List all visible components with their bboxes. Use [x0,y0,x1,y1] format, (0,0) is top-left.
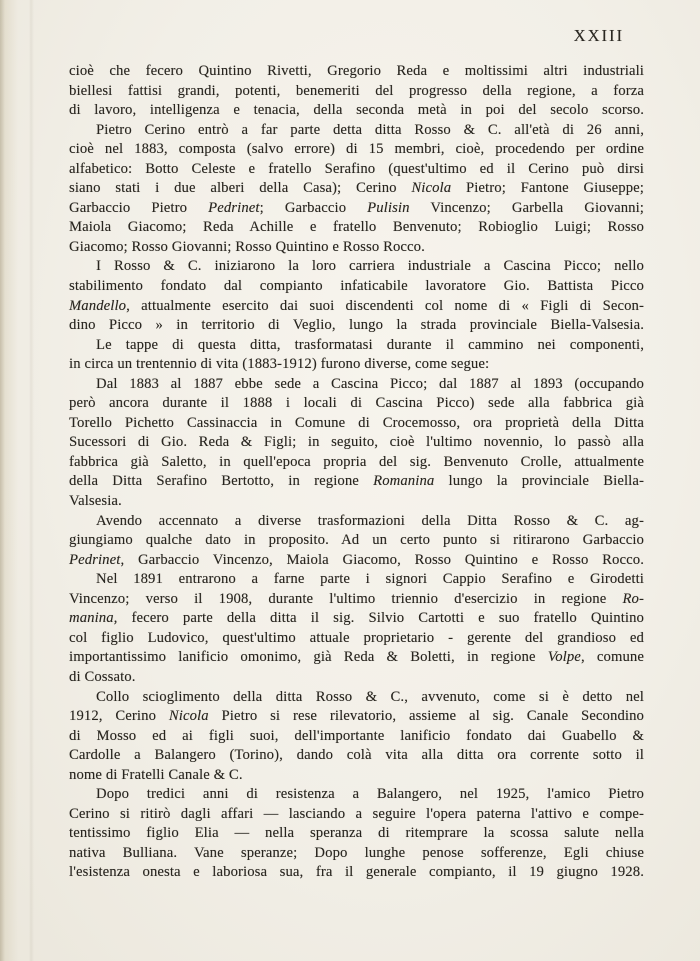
text-segment: Pietro Cerino entrò a far parte detta ditta Rosso & C. all'età di 26 anni, [96,121,644,138]
text-segment: di lavoro, intelligenza e tenacia, della seconda metà in poi del secolo scorso. [69,102,644,119]
text-line [69,394,644,414]
italic-text-segment: manina, [69,610,118,627]
text-segment: Cerino si ritirò dagli affari — lasciando a seguire l'opera paterna l'attivo e compe- [69,805,644,822]
text-segment: siano stati i due alberi della Casa); Cerino [69,180,412,197]
text-segment: biellesi fattisi grandi, potenti, benemeriti del progresso della regione, a forza [69,82,644,99]
text-line [69,805,644,825]
text-line [69,179,644,199]
text-segment: lungo la provinciale Biella- [434,473,644,490]
text-line [69,727,644,747]
italic-text-segment: Mandello [69,297,127,314]
text-line [69,512,644,532]
text-line [69,257,644,277]
text-line [69,551,644,571]
text-segment: importantissimo lanificio omonimo, già Reda & Boletti, in regione [69,649,548,666]
text-segment: Giacomo; Rosso Giovanni; Rosso Quintino e Rosso Rocco. [69,238,425,255]
text-segment: , Garbaccio Vincenzo, Maiola Giacomo, Rosso Quintino e Rosso Rocco. [120,551,644,568]
text-line [69,472,644,492]
text-line [69,746,644,766]
text-segment: fecero parte della ditta il sig. Silvio Cartotti e suo fratello Quintino [117,610,644,627]
text-segment: alfabetico: Botto Celeste e fratello Serafino (quest'ultimo ed il Cerino può dirsi [69,160,644,177]
text-segment: Sucessori di Gio. Reda & Figli; in seguito, cioè l'ultimo novennio, lo passò alla [69,434,644,451]
text-segment: Cardolle a Balangero (Torino), dando colà vita alla ditta ora corrente sotto il [69,747,644,764]
text-segment: stabilimento fondato dal compianto infaticabile lavoratore Gio. Battista Picco [69,278,644,295]
text-segment: tentissimo figlio Elia — nella speranza di ritemprare la scossa salute nella [69,825,644,842]
text-line [69,492,644,512]
text-line [69,785,644,805]
text-segment: Avendo accennato a diverse trasformazioni della Ditta Rosso & C. ag- [96,512,644,529]
paragraph [69,785,644,883]
italic-text-segment: Romanina [373,473,435,490]
text-segment: I Rosso & C. iniziarono la loro carriera industriale a Cascina Picco; nello [96,258,644,275]
italic-text-segment: Pedrinet [208,199,260,216]
italic-text-segment: Ro- [622,590,644,607]
text-segment: cioè che fecero Quintino Rivetti, Gregorio Reda e moltissimi altri industriali [69,63,644,79]
text-segment: Pietro; Fantone Giuseppe; [451,180,644,197]
text-segment: ; Garbaccio [259,199,368,216]
italic-text-segment: Pedrinet [69,551,121,568]
text-segment: nativa Bulliana. Vane speranze; Dopo lunghe penose sofferenze, Egli chiuse [69,844,644,861]
text-segment: 1912, Cerino [69,708,169,725]
text-line [69,668,644,688]
text-block [69,62,644,883]
text-line [69,199,644,219]
text-segment: Garbaccio Pietro [69,199,209,216]
text-segment: fabbrica già Saletto, in quell'epoca propria del sig. Benvenuto Crolle, attualmente [69,453,644,470]
italic-text-segment: Pulisin [367,199,410,216]
text-line [69,355,644,375]
text-segment: cioè nel 1883, composta (salvo errore) di 15 membri, cioè, procedendo per ordine [69,141,644,158]
text-segment: , comune [580,649,644,666]
text-segment: col figlio Ludovico, quest'ultimo attuale proprietario - gerente del grandioso ed [69,629,644,646]
text-segment: Vincenzo; verso il 1908, durante l'ultimo triennio d'esercizio in regione [69,590,623,607]
text-line [69,375,644,395]
text-segment: Collo scioglimento della ditta Rosso & C., avvenuto, come si è detto nel [96,688,644,705]
text-line [69,160,644,180]
text-segment: Dopo tredici anni di resistenza a Balangero, nel 1925, l'amico Pietro [96,786,644,803]
text-segment: l'esistenza onesta e laboriosa sua, fra il generale compianto, il 19 giugno 1928. [69,864,644,881]
paragraph [69,121,644,258]
text-line [69,336,644,356]
text-segment: giungiamo qualche dato in proposito. Ad un certo punto si ritirarono Garbaccio [69,532,644,549]
text-line [69,238,644,258]
text-line [69,766,644,786]
text-segment: Dal 1883 al 1887 ebbe sede a Cascina Picco; dal 1887 al 1893 (occupando [96,375,644,392]
paragraph [69,257,644,335]
text-segment: della Ditta Serafino Bertotto, in regione [69,473,374,490]
text-line [69,140,644,160]
text-line [69,82,644,102]
text-line [69,433,644,453]
text-line [69,629,644,649]
text-segment: però ancora durante il 1888 i locali di Cascina Picco) sede alla fabbrica già [69,395,644,412]
paragraph [69,375,644,512]
paragraph [69,62,644,121]
text-segment: Pietro si rese rilevatorio, assieme al sig. Canale Secondino [208,708,644,725]
text-line [69,121,644,141]
text-line [69,316,644,336]
text-segment: Maiola Giacomo; Reda Achille e fratello Benvenuto; Robioglio Luigi; Rosso [69,219,644,236]
text-line [69,101,644,121]
text-line [69,590,644,610]
text-line [69,414,644,434]
text-line [69,218,644,238]
italic-text-segment: Volpe [547,649,581,666]
text-line [69,863,644,883]
text-line [69,531,644,551]
text-segment: Le tappe di questa ditta, trasformatasi durante il cammino nei componenti, [96,336,644,353]
text-line [69,453,644,473]
text-segment: Nel 1891 entrarono a farne parte i signori Cappio Serafino e Girodetti [96,571,644,588]
text-line [69,609,644,629]
text-segment: Torello Pichetto Cassinaccia in Comune di Crocemosso, ora proprietà della Ditta [69,414,644,431]
text-segment: Valsesia. [69,493,122,510]
page-number: XXIII [573,26,624,45]
text-line [69,62,644,82]
text-line [69,824,644,844]
text-segment: di Cossato. [69,668,136,685]
paragraph [69,336,644,375]
text-line [69,570,644,590]
text-segment: , attualmente esercito dai suoi discendenti col nome di « Figli di Secon- [126,297,644,314]
text-line [69,277,644,297]
text-line [69,648,644,668]
text-line [69,707,644,727]
text-segment: nome di Fratelli Canale & C. [69,766,243,783]
text-segment: di Mosso ed ai figli suoi, dell'importante lanificio fondato dai Guabello & [69,727,644,744]
paragraph [69,688,644,786]
italic-text-segment: Nicola [168,708,209,725]
text-line [69,688,644,708]
text-segment: dino Picco » in territorio di Veglio, lungo la strada provinciale Biella-Valsesia. [69,317,644,334]
text-segment: in circa un trentennio di vita (1883-1912) furono diverse, come segue: [69,356,490,373]
italic-text-segment: Nicola [411,180,452,197]
paragraph [69,512,644,571]
paragraph [69,570,644,687]
text-line [69,297,644,317]
text-line [69,844,644,864]
text-segment: Vincenzo; Garbella Giovanni; [409,199,645,216]
